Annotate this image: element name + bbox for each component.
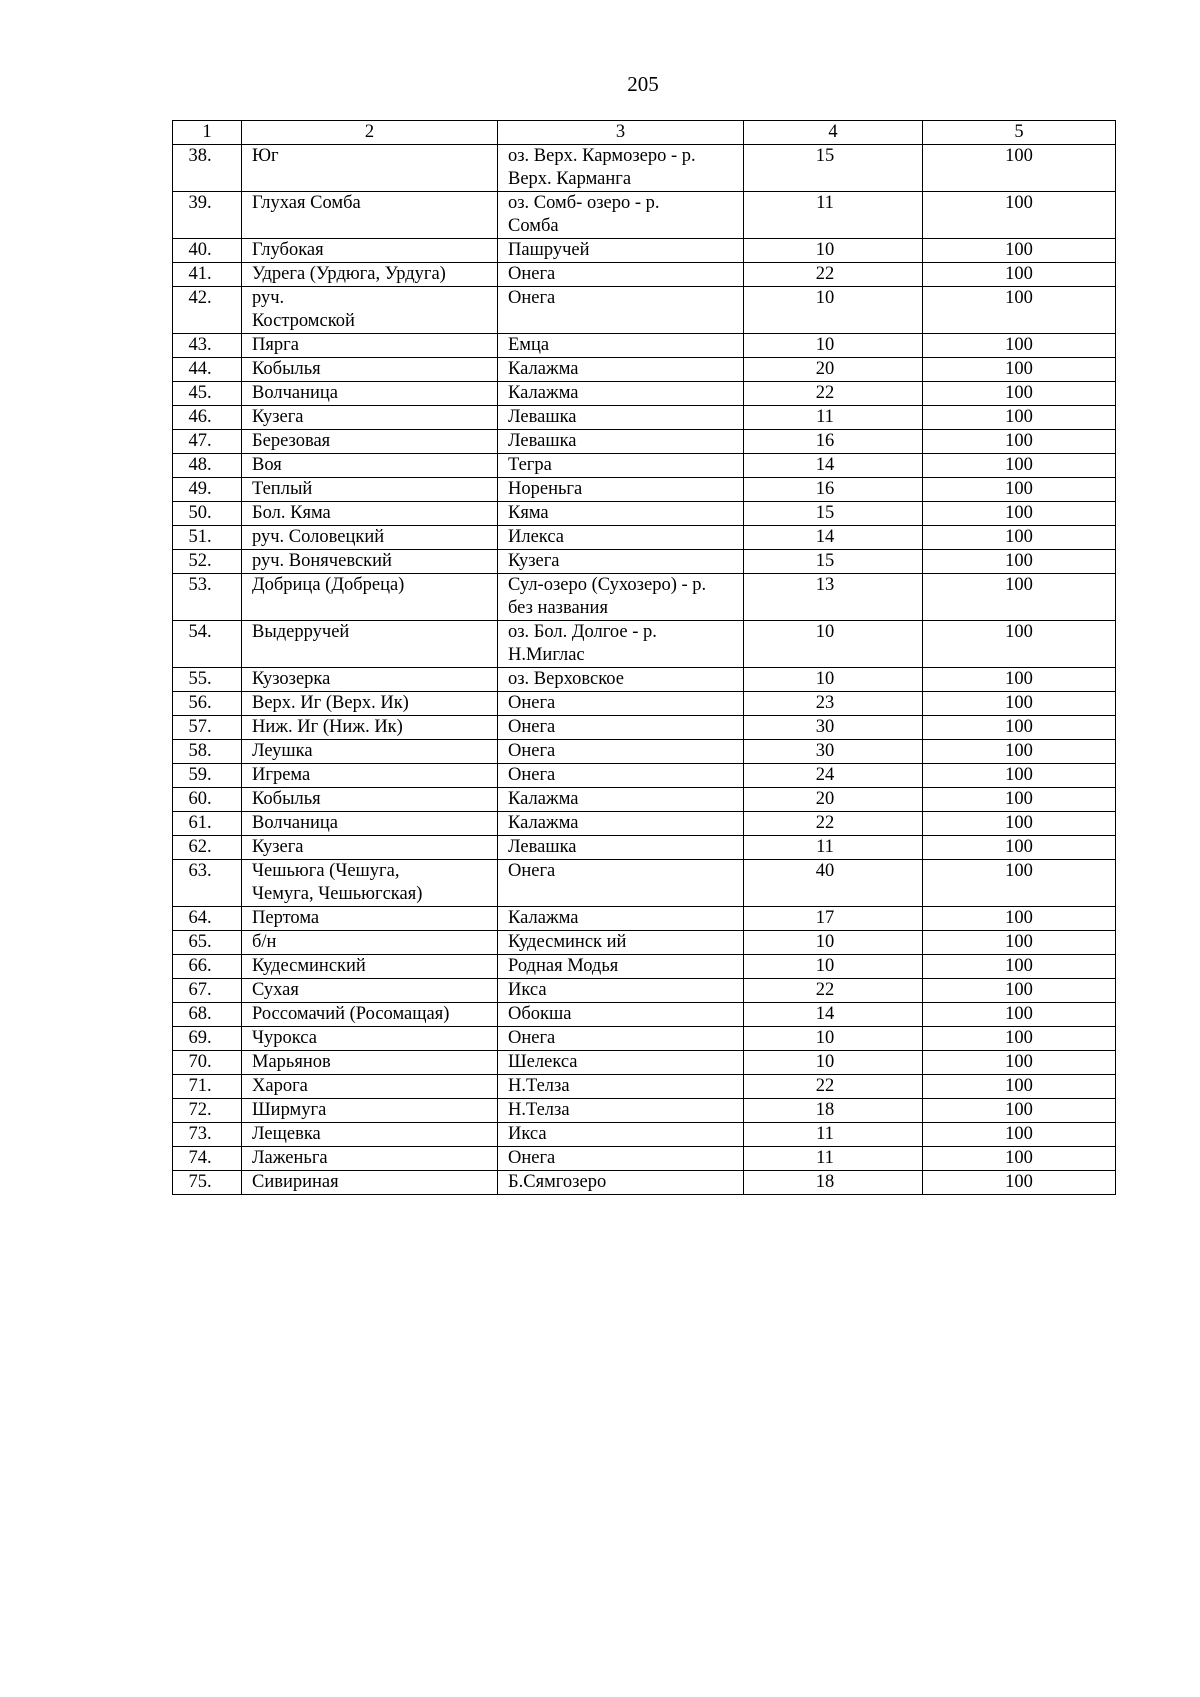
river-name-cell: Лещевка: [242, 1123, 498, 1147]
row-number-cell: 41.: [173, 263, 242, 287]
row-number-cell: 64.: [173, 907, 242, 931]
table-row: [173, 1075, 1116, 1099]
table-row: [173, 550, 1116, 574]
row-number-cell: 75.: [173, 1171, 242, 1195]
river-name-cell: Сивириная: [242, 1171, 498, 1195]
length-cell: 30: [744, 740, 923, 764]
row-number-cell: 66.: [173, 955, 242, 979]
row-number-cell: 59.: [173, 764, 242, 788]
table-row: [173, 860, 1116, 907]
table-row: [173, 836, 1116, 860]
protection-zone-cell: 100: [923, 263, 1116, 287]
row-number-cell: 72.: [173, 1099, 242, 1123]
table-row: [173, 907, 1116, 931]
length-cell: 30: [744, 716, 923, 740]
table-row: [173, 430, 1116, 454]
length-cell: 40: [744, 860, 923, 907]
column-header-5: 5: [923, 121, 1116, 145]
row-number-cell: 70.: [173, 1051, 242, 1075]
tributary-of-cell: Левашка: [498, 430, 744, 454]
table-row: [173, 1003, 1116, 1027]
table-row: [173, 502, 1116, 526]
protection-zone-cell: 100: [923, 454, 1116, 478]
river-name-cell: Сухая: [242, 979, 498, 1003]
river-name-cell: Харога: [242, 1075, 498, 1099]
tributary-of-cell: Тегра: [498, 454, 744, 478]
row-number-cell: 49.: [173, 478, 242, 502]
tributary-of-cell: Б.Сямгозеро: [498, 1171, 744, 1195]
tributary-of-cell: Онега: [498, 692, 744, 716]
tributary-of-cell: Емца: [498, 334, 744, 358]
row-number-cell: 42.: [173, 287, 242, 334]
length-cell: 22: [744, 263, 923, 287]
protection-zone-cell: 100: [923, 1003, 1116, 1027]
river-name-cell: Леушка: [242, 740, 498, 764]
length-cell: 10: [744, 1051, 923, 1075]
length-cell: 10: [744, 621, 923, 668]
protection-zone-cell: 100: [923, 478, 1116, 502]
table-row: [173, 668, 1116, 692]
table-row: [173, 263, 1116, 287]
table-row: [173, 358, 1116, 382]
protection-zone-cell: 100: [923, 526, 1116, 550]
length-cell: 22: [744, 979, 923, 1003]
river-name-cell: Кобылья: [242, 788, 498, 812]
row-number-cell: 39.: [173, 192, 242, 239]
protection-zone-cell: 100: [923, 860, 1116, 907]
tributary-of-cell: Онега: [498, 860, 744, 907]
row-number-cell: 61.: [173, 812, 242, 836]
protection-zone-cell: 100: [923, 502, 1116, 526]
row-number-cell: 60.: [173, 788, 242, 812]
length-cell: 20: [744, 358, 923, 382]
length-cell: 16: [744, 430, 923, 454]
protection-zone-cell: 100: [923, 1099, 1116, 1123]
length-cell: 10: [744, 287, 923, 334]
tributary-of-cell: Левашка: [498, 406, 744, 430]
table-header-row: [173, 121, 1116, 145]
river-name-cell: Марьянов: [242, 1051, 498, 1075]
protection-zone-cell: 100: [923, 931, 1116, 955]
page-number: 205: [627, 72, 659, 96]
table-row: [173, 1123, 1116, 1147]
river-name-cell: Теплый: [242, 478, 498, 502]
row-number-cell: 56.: [173, 692, 242, 716]
tributary-of-cell: оз. Сомб- озеро - р. Сомба: [498, 192, 744, 239]
table-row: [173, 478, 1116, 502]
protection-zone-cell: 100: [923, 1027, 1116, 1051]
river-name-cell: Ниж. Иг (Ниж. Ик): [242, 716, 498, 740]
protection-zone-cell: 100: [923, 692, 1116, 716]
river-name-cell: руч. Костромской: [242, 287, 498, 334]
table-row: [173, 1171, 1116, 1195]
table-row: [173, 931, 1116, 955]
length-cell: 11: [744, 1147, 923, 1171]
river-name-cell: Кузега: [242, 836, 498, 860]
river-name-cell: Юг: [242, 145, 498, 192]
row-number-cell: 52.: [173, 550, 242, 574]
table-row: [173, 192, 1116, 239]
tributary-of-cell: Н.Телза: [498, 1099, 744, 1123]
tributary-of-cell: Сул-озеро (Сухозеро) - р. без названия: [498, 574, 744, 621]
protection-zone-cell: 100: [923, 574, 1116, 621]
protection-zone-cell: 100: [923, 955, 1116, 979]
protection-zone-cell: 100: [923, 430, 1116, 454]
river-name-cell: Ширмуга: [242, 1099, 498, 1123]
table-row: [173, 716, 1116, 740]
table-row: [173, 692, 1116, 716]
row-number-cell: 38.: [173, 145, 242, 192]
table-row: [173, 788, 1116, 812]
protection-zone-cell: 100: [923, 334, 1116, 358]
column-header-2: 2: [242, 121, 498, 145]
row-number-cell: 71.: [173, 1075, 242, 1099]
length-cell: 22: [744, 382, 923, 406]
table-row: [173, 454, 1116, 478]
table-row: [173, 740, 1116, 764]
row-number-cell: 63.: [173, 860, 242, 907]
table-row: [173, 764, 1116, 788]
length-cell: 11: [744, 1123, 923, 1147]
table-row: [173, 979, 1116, 1003]
tributary-of-cell: Онега: [498, 287, 744, 334]
length-cell: 22: [744, 1075, 923, 1099]
protection-zone-cell: 100: [923, 716, 1116, 740]
tributary-of-cell: Илекса: [498, 526, 744, 550]
column-header-4: 4: [744, 121, 923, 145]
river-name-cell: б/н: [242, 931, 498, 955]
row-number-cell: 57.: [173, 716, 242, 740]
protection-zone-cell: 100: [923, 907, 1116, 931]
tributary-of-cell: Калажма: [498, 907, 744, 931]
tributary-of-cell: Левашка: [498, 836, 744, 860]
river-name-cell: Лаженьга: [242, 1147, 498, 1171]
tributary-of-cell: Онега: [498, 764, 744, 788]
river-name-cell: Удрега (Урдюга, Урдуга): [242, 263, 498, 287]
protection-zone-cell: 100: [923, 788, 1116, 812]
table-row: [173, 574, 1116, 621]
row-number-cell: 74.: [173, 1147, 242, 1171]
tributary-of-cell: оз. Верховское: [498, 668, 744, 692]
protection-zone-cell: 100: [923, 1075, 1116, 1099]
protection-zone-cell: 100: [923, 836, 1116, 860]
row-number-cell: 58.: [173, 740, 242, 764]
length-cell: 20: [744, 788, 923, 812]
table-row: [173, 287, 1116, 334]
river-name-cell: Глухая Сомба: [242, 192, 498, 239]
row-number-cell: 54.: [173, 621, 242, 668]
protection-zone-cell: 100: [923, 668, 1116, 692]
length-cell: 10: [744, 334, 923, 358]
tributary-of-cell: Кудесминск ий: [498, 931, 744, 955]
row-number-cell: 48.: [173, 454, 242, 478]
river-name-cell: Березовая: [242, 430, 498, 454]
protection-zone-cell: 100: [923, 1123, 1116, 1147]
tributary-of-cell: Родная Модья: [498, 955, 744, 979]
tributary-of-cell: Калажма: [498, 812, 744, 836]
tributary-of-cell: Онега: [498, 263, 744, 287]
river-name-cell: руч. Вонячевский: [242, 550, 498, 574]
table-body: [173, 121, 1116, 1195]
protection-zone-cell: 100: [923, 382, 1116, 406]
river-name-cell: Добрица (Добреца): [242, 574, 498, 621]
river-name-cell: Волчаница: [242, 812, 498, 836]
tributary-of-cell: Нореньга: [498, 478, 744, 502]
protection-zone-cell: 100: [923, 1147, 1116, 1171]
length-cell: 10: [744, 668, 923, 692]
length-cell: 11: [744, 836, 923, 860]
row-number-cell: 45.: [173, 382, 242, 406]
length-cell: 10: [744, 239, 923, 263]
row-number-cell: 50.: [173, 502, 242, 526]
protection-zone-cell: 100: [923, 358, 1116, 382]
length-cell: 16: [744, 478, 923, 502]
protection-zone-cell: 100: [923, 1051, 1116, 1075]
length-cell: 13: [744, 574, 923, 621]
table-row: [173, 1099, 1116, 1123]
length-cell: 10: [744, 1027, 923, 1051]
row-number-cell: 51.: [173, 526, 242, 550]
tributary-of-cell: Шелекса: [498, 1051, 744, 1075]
row-number-cell: 43.: [173, 334, 242, 358]
river-name-cell: Бол. Кяма: [242, 502, 498, 526]
table-row: [173, 526, 1116, 550]
length-cell: 18: [744, 1099, 923, 1123]
protection-zone-cell: 100: [923, 287, 1116, 334]
tributary-of-cell: Икса: [498, 979, 744, 1003]
table-row: [173, 382, 1116, 406]
river-name-cell: Воя: [242, 454, 498, 478]
length-cell: 14: [744, 454, 923, 478]
length-cell: 14: [744, 1003, 923, 1027]
length-cell: 22: [744, 812, 923, 836]
row-number-cell: 55.: [173, 668, 242, 692]
protection-zone-cell: 100: [923, 621, 1116, 668]
length-cell: 10: [744, 931, 923, 955]
length-cell: 24: [744, 764, 923, 788]
protection-zone-cell: 100: [923, 764, 1116, 788]
river-name-cell: руч. Соловецкий: [242, 526, 498, 550]
length-cell: 18: [744, 1171, 923, 1195]
table-row: [173, 955, 1116, 979]
river-name-cell: Кобылья: [242, 358, 498, 382]
length-cell: 10: [744, 955, 923, 979]
row-number-cell: 53.: [173, 574, 242, 621]
length-cell: 15: [744, 550, 923, 574]
river-name-cell: Глубокая: [242, 239, 498, 263]
table-row: [173, 812, 1116, 836]
river-name-cell: Пертома: [242, 907, 498, 931]
river-name-cell: Пярга: [242, 334, 498, 358]
river-name-cell: Чешьюга (Чешуга, Чемуга, Чешьюгская): [242, 860, 498, 907]
tributary-of-cell: Онега: [498, 1147, 744, 1171]
protection-zone-cell: 100: [923, 979, 1116, 1003]
tributary-of-cell: Онега: [498, 740, 744, 764]
table-row: [173, 239, 1116, 263]
row-number-cell: 40.: [173, 239, 242, 263]
row-number-cell: 65.: [173, 931, 242, 955]
protection-zone-cell: 100: [923, 239, 1116, 263]
protection-zone-cell: 100: [923, 812, 1116, 836]
tributary-of-cell: Кяма: [498, 502, 744, 526]
river-name-cell: Верх. Иг (Верх. Ик): [242, 692, 498, 716]
tributary-of-cell: Н.Телза: [498, 1075, 744, 1099]
column-header-3: 3: [498, 121, 744, 145]
tributary-of-cell: оз. Бол. Долгое - р. Н.Миглас: [498, 621, 744, 668]
row-number-cell: 68.: [173, 1003, 242, 1027]
length-cell: 17: [744, 907, 923, 931]
river-name-cell: Чурокса: [242, 1027, 498, 1051]
protection-zone-cell: 100: [923, 740, 1116, 764]
length-cell: 23: [744, 692, 923, 716]
tributary-of-cell: Калажма: [498, 358, 744, 382]
tributary-of-cell: Обокша: [498, 1003, 744, 1027]
protection-zone-cell: 100: [923, 145, 1116, 192]
river-name-cell: Игрема: [242, 764, 498, 788]
protection-zone-cell: 100: [923, 192, 1116, 239]
length-cell: 14: [744, 526, 923, 550]
tributary-of-cell: Онега: [498, 716, 744, 740]
length-cell: 15: [744, 502, 923, 526]
row-number-cell: 47.: [173, 430, 242, 454]
river-name-cell: Волчаница: [242, 382, 498, 406]
table-row: [173, 1027, 1116, 1051]
row-number-cell: 44.: [173, 358, 242, 382]
river-name-cell: Кузега: [242, 406, 498, 430]
river-name-cell: Кудесминский: [242, 955, 498, 979]
tributary-of-cell: оз. Верх. Кармозеро - р. Верх. Карманга: [498, 145, 744, 192]
river-name-cell: Выдерручей: [242, 621, 498, 668]
row-number-cell: 69.: [173, 1027, 242, 1051]
protection-zone-cell: 100: [923, 1171, 1116, 1195]
rivers-table: [172, 120, 1116, 1195]
table-row: [173, 145, 1116, 192]
table-row: [173, 334, 1116, 358]
tributary-of-cell: Калажма: [498, 382, 744, 406]
length-cell: 11: [744, 192, 923, 239]
length-cell: 11: [744, 406, 923, 430]
river-name-cell: Россомачий (Росомащая): [242, 1003, 498, 1027]
row-number-cell: 67.: [173, 979, 242, 1003]
table-row: [173, 406, 1116, 430]
row-number-cell: 62.: [173, 836, 242, 860]
length-cell: 15: [744, 145, 923, 192]
tributary-of-cell: Пашручей: [498, 239, 744, 263]
protection-zone-cell: 100: [923, 550, 1116, 574]
tributary-of-cell: Онега: [498, 1027, 744, 1051]
tributary-of-cell: Калажма: [498, 788, 744, 812]
column-header-1: 1: [173, 121, 242, 145]
tributary-of-cell: Кузега: [498, 550, 744, 574]
river-name-cell: Кузозерка: [242, 668, 498, 692]
table-row: [173, 1051, 1116, 1075]
row-number-cell: 46.: [173, 406, 242, 430]
tributary-of-cell: Икса: [498, 1123, 744, 1147]
protection-zone-cell: 100: [923, 406, 1116, 430]
row-number-cell: 73.: [173, 1123, 242, 1147]
table-row: [173, 621, 1116, 668]
table-row: [173, 1147, 1116, 1171]
